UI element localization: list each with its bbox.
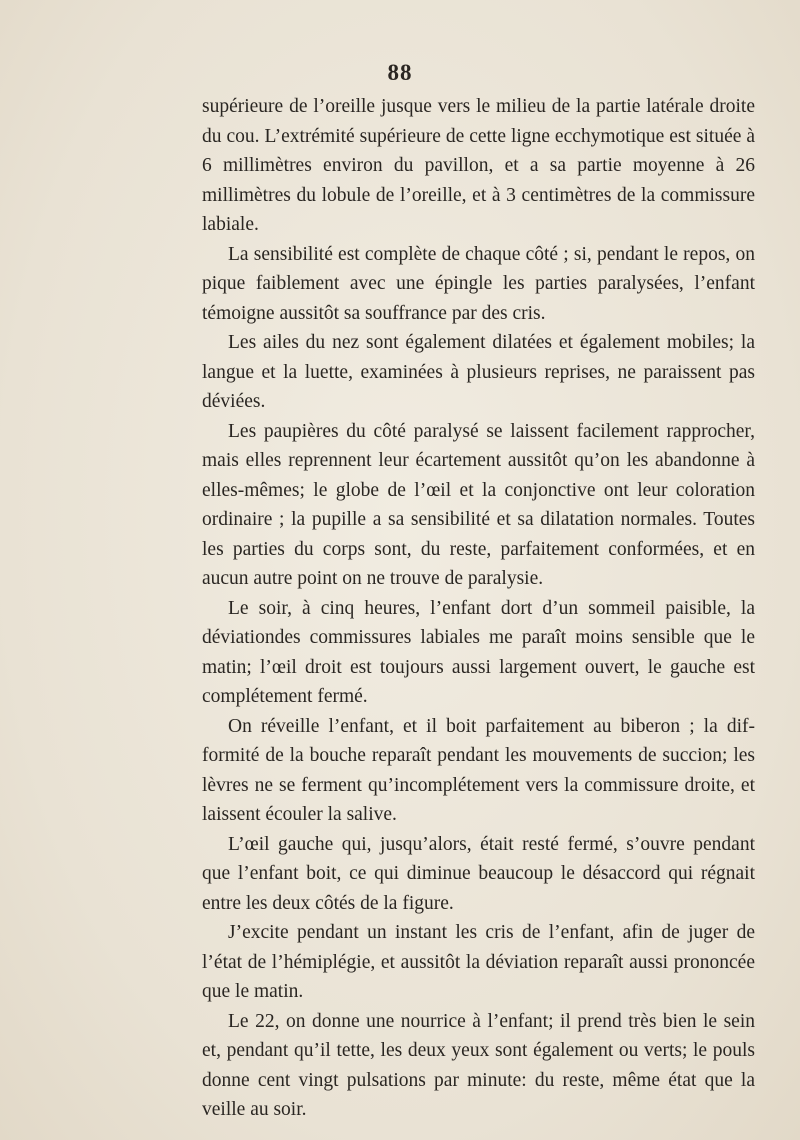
paragraph-9: Le 22, on donne une nourrice à l’enfant; il prend très bien le sein et, pendant qu’il tette, les deux yeux sont également ou verts; le pouls donne cent vingt pulsations par minute: du reste, même état que la veille au soir. bbox=[202, 1010, 755, 1120]
page-number: 88 bbox=[387, 60, 413, 85]
paragraph-3: Les ailes du nez sont également dilatées et également mobiles; la langue et la luette, examinées à plusieurs reprises, ne paraissent pas déviées. bbox=[202, 332, 755, 412]
paragraph-6: On réveille l’enfant, et il boit parfaitement au biberon ; la difformité de la bouche reparaît pendant les mouvements de succion; les lèvres ne se ferment qu’incomplétement vers la commissure droite, et laissent écouler la salive. bbox=[202, 715, 755, 825]
paragraph-7: L’œil gauche qui, jusqu’alors, était resté fermé, s’ouvre pendant que l’enfant boit, ce qui diminue beaucoup le désaccord qui régnait entre les deux côtés de la figure. bbox=[202, 833, 755, 914]
paragraph-5: Le soir, à cinq heures, l’enfant dort d’un sommeil paisible, la déviationdes commissures labiales me paraît moins sensible que le matin; l’œil droit est toujours aussi largement ouvert, le gauche est complétement fermé. bbox=[202, 597, 755, 707]
paragraph-2: La sensibilité est complète de chaque côté ; si, pendant le repos, on pique faiblement avec une épingle les parties paralysées, l’enfant témoigne aussitôt sa souffrance par des cris. bbox=[202, 243, 755, 324]
paragraph-8: J’excite pendant un instant les cris de l’enfant, afin de juger de l’état de l’hémiplégie, et aussitôt la déviation reparaît aussi prononcée que le matin. bbox=[202, 922, 755, 1002]
paragraph-1: supérieure de l’oreille jusque vers le milieu de la partie latérale droite du cou. L’extrémité supérieure de cette ligne ecchymotique est située à 6 millimètres environ du pavillon, et a sa partie moyenne à 26 millimètres du lobule de l’oreille, et à 3 centimètres de la commissure labiale. bbox=[202, 96, 755, 235]
body-text bbox=[202, 92, 755, 1125]
paragraph-4: Les paupières du côté paralysé se laissent facilement rapprocher, mais elles reprennent leur écartement aussitôt qu’on les abandonne à elles-mêmes; le globe de l’œil et la conjonctive ont leur coloration ordinaire ; la pupille a sa sensibilité et sa dilatation normales. Toutes les parties du corps sont, du reste, parfaitement conformées, et en aucun autre point on ne trouve de paralysie. bbox=[202, 420, 755, 589]
